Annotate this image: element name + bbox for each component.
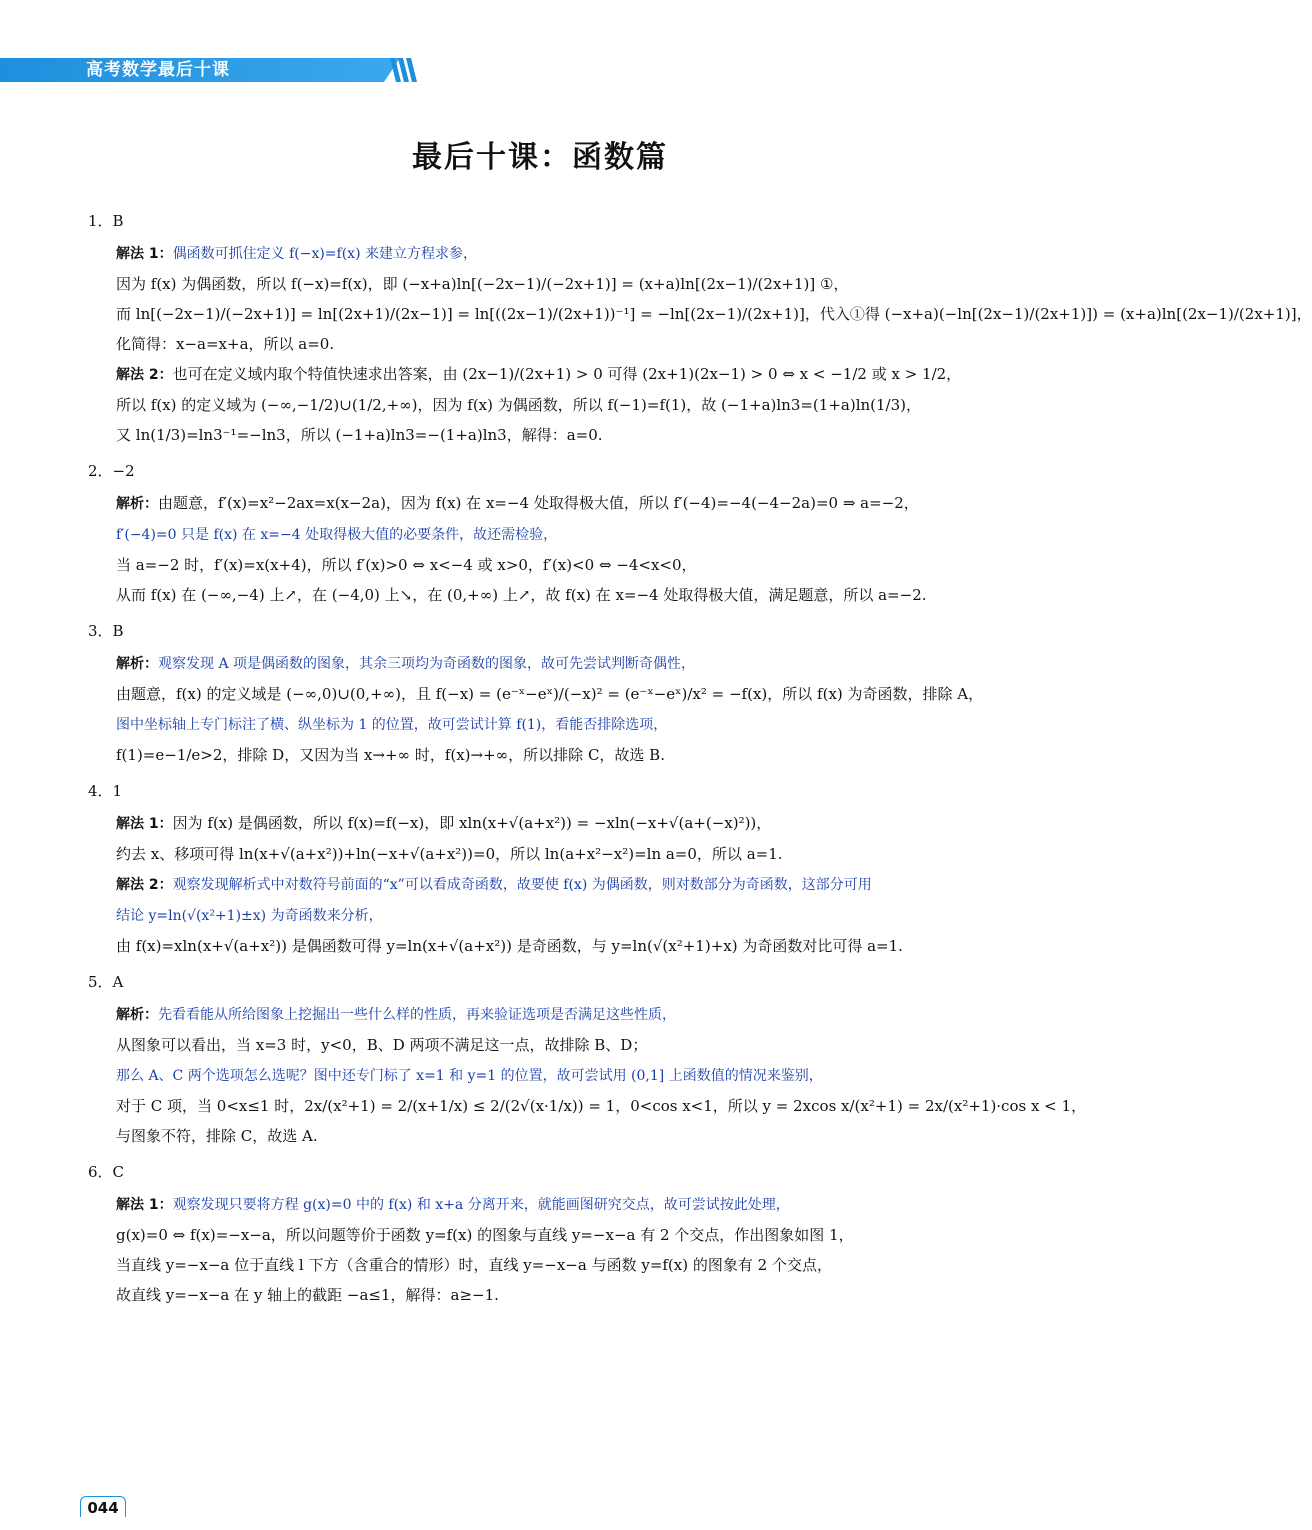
solution-line (116, 238, 1018, 269)
method-label: 解析： (116, 656, 158, 672)
problem-block (88, 460, 1018, 610)
solution-line (116, 1250, 1018, 1280)
solution-text: 由题意，f(x) 的定义域是 (−∞,0)∪(0,+∞)，且 f(−x) = (e⁻ˣ−eˣ)/(−x)² = (e⁻ˣ−eˣ)/x² = −f(x)，所以 f(x) 为奇函数，排除 A， (116, 685, 984, 703)
solution-line (116, 740, 1018, 770)
solution-text: 所以 f(x) 的定义域为 (−∞,−1/2)∪(1/2,+∞)，因为 f(x) 为偶函数，所以 f(−1)=f(1)，故 (−1+a)ln3=(1+a)ln(1/3)， (116, 396, 921, 414)
solution-text: 从图象可以看出，当 x=3 时，y<0，B、D 两项不满足这一点，故排除 B、D； (116, 1036, 648, 1054)
page-number: 044 (80, 1496, 126, 1517)
solution-text: 当 a=−2 时，f′(x)=x(x+4)，所以 f′(x)>0 ⇔ x<−4 或 x>0，f′(x)<0 ⇔ −4<x<0， (116, 556, 697, 574)
solution-text: 故直线 y=−x−a 在 y 轴上的截距 −a≤1，解得：a≥−1. (116, 1286, 499, 1304)
banner-slashes-icon (388, 58, 418, 82)
solution-text: 因为 f(x) 为偶函数，所以 f(−x)=f(x)，即 (−x+a)ln[(−2x−1)/(−2x+1)] = (x+a)ln[(2x−1)/(2x+1)] ①， (116, 275, 849, 293)
solution-text: 又 ln(1/3)=ln3⁻¹=−ln3，所以 (−1+a)ln3=−(1+a)ln3，解得：a=0. (116, 426, 603, 444)
solution-line (116, 329, 1018, 359)
solution-line (116, 709, 1018, 740)
method-label: 解法 1： (116, 816, 173, 832)
solution-text: 对于 C 项，当 0<x≤1 时，2x/(x²+1) = 2/(x+1/x) ≤ 2/(2√(x·1/x)) = 1，0<cos x<1，所以 y = 2xcos x/(x²+1) = 2x/(x²+1)·cos x < 1， (116, 1097, 1087, 1115)
solution-text: 那么 A、C 两个选项怎么选呢？图中还专门标了 x=1 和 y=1 的位置，故可尝试用 (0,1] 上函数值的情况来鉴别， (116, 1068, 823, 1084)
solution-text: 结论 y=ln(√(x²+1)±x) 为奇函数来分析， (116, 908, 383, 924)
answer-line: 2．−2 (88, 462, 135, 480)
solution-text: g(x)=0 ⇔ f(x)=−x−a，所以问题等价于函数 y=f(x) 的图象与直线 y=−x−a 有 2 个交点，作出图象如图 1， (116, 1226, 854, 1244)
solution-line (116, 390, 1018, 420)
answer-line: 4．1 (88, 782, 123, 800)
page-title: 最后十课：函数篇 (412, 140, 668, 175)
solution-line (116, 808, 1018, 839)
method-label: 解法 1： (116, 1197, 173, 1213)
method-label: 解法 1： (116, 246, 173, 262)
solution-line (116, 679, 1018, 709)
solutions-body (88, 200, 1312, 1310)
solution-text: 先看看能从所给图象上挖掘出一些什么样的性质，再来验证选项是否满足这些性质， (158, 1007, 676, 1023)
problem-block (88, 1161, 1018, 1310)
problem-block (88, 780, 1018, 961)
solution-line (116, 839, 1018, 869)
solution-text: f′(−4)=0 只是 f(x) 在 x=−4 处取得极大值的必要条件，故还需检验， (116, 527, 558, 543)
solution-text: 化简得：x−a=x+a，所以 a=0. (116, 335, 335, 353)
solution-line (116, 648, 1018, 679)
solution-text: 也可在定义域内取个特值快速求出答案，由 (2x−1)/(2x+1) > 0 可得 (2x+1)(2x−1) > 0 ⇔ x < −1/2 或 x > 1/2， (172, 365, 962, 383)
answer-line: 1．B (88, 212, 124, 230)
solution-line (116, 1280, 1018, 1310)
method-label: 解法 2： (116, 877, 173, 893)
solution-line (116, 1121, 1018, 1151)
solution-text: 由 f(x)=xln(x+√(a+x²)) 是偶函数可得 y=ln(x+√(a+x²)) 是奇函数，与 y=ln(√(x²+1)+x) 为奇函数对比可得 a=1. (116, 937, 903, 955)
solution-text: 约去 x、移项可得 ln(x+√(a+x²))+ln(−x+√(a+x²))=0，所以 ln(a+x²−x²)=ln a=0，所以 a=1. (116, 845, 783, 863)
solution-line (116, 269, 1018, 299)
solution-text: 图中坐标轴上专门标注了横、纵坐标为 1 的位置，故可尝试计算 f(1)，看能否排除选项， (116, 717, 668, 733)
problem-block (88, 971, 1087, 1151)
method-label: 解析： (116, 496, 158, 512)
solution-text: 观察发现解析式中对数符号前面的“x”可以看成奇函数，故要使 f(x) 为偶函数，则对数部分为奇函数，这部分可用 (172, 877, 872, 893)
solution-line (116, 1220, 1018, 1250)
solution-text: f(1)=e−1/e>2，排除 D，又因为当 x→+∞ 时，f(x)→+∞，所以排除 C，故选 B. (116, 746, 665, 764)
solution-text: 观察发现只要将方程 g(x)=0 中的 f(x) 和 x+a 分离开来，就能画图研究交点，故可尝试按此处理， (172, 1197, 790, 1213)
solution-line (116, 1189, 1018, 1220)
solution-line (116, 299, 1312, 329)
solution-line (116, 420, 1018, 450)
solution-line (116, 869, 1018, 900)
solution-line (116, 359, 1018, 390)
problem-block (88, 620, 1018, 770)
solution-line (116, 550, 1018, 580)
solution-line (116, 900, 1018, 931)
solution-text: 由题意，f′(x)=x²−2ax=x(x−2a)，因为 f(x) 在 x=−4 处取得极大值，所以 f′(−4)=−4(−4−2a)=0 ⇒ a=−2， (158, 494, 919, 512)
solution-line (116, 1091, 1087, 1121)
answer-line: 3．B (88, 622, 124, 640)
solution-text: 观察发现 A 项是偶函数的图象，其余三项均为奇函数的图象，故可先尝试判断奇偶性， (158, 656, 696, 672)
header-banner-text: 高考数学最后十课 (86, 60, 230, 80)
solution-line (116, 488, 1018, 519)
problem-block (88, 210, 1312, 450)
solution-line (116, 519, 1018, 550)
answer-line: 5．A (88, 973, 124, 991)
solution-text: 因为 f(x) 是偶函数，所以 f(x)=f(−x)，即 xln(x+√(a+x²)) = −xln(−x+√(a+(−x)²))， (172, 814, 772, 832)
solution-line (116, 1030, 1018, 1060)
answer-line: 6．C (88, 1163, 125, 1181)
solution-text: 偶函数可抓住定义 f(−x)=f(x) 来建立方程求参， (172, 246, 477, 262)
solution-line (116, 931, 1018, 961)
solution-text: 与图象不符，排除 C，故选 A. (116, 1127, 318, 1145)
method-label: 解析： (116, 1007, 158, 1023)
solution-line (116, 1060, 1018, 1091)
solution-text: 从而 f(x) 在 (−∞,−4) 上↗，在 (−4,0) 上↘，在 (0,+∞) 上↗，故 f(x) 在 x=−4 处取得极大值，满足题意，所以 a=−2. (116, 586, 927, 604)
solution-line (116, 999, 1018, 1030)
solution-line (116, 580, 1018, 610)
solution-text: 当直线 y=−x−a 位于直线 l 下方（含重合的情形）时，直线 y=−x−a 与函数 y=f(x) 的图象有 2 个交点， (116, 1256, 832, 1274)
method-label: 解法 2： (116, 367, 173, 383)
solution-text: 而 ln[(−2x−1)/(−2x+1)] = ln[(2x+1)/(2x−1)] = ln[((2x−1)/(2x+1))⁻¹] = −ln[(2x−1)/(2x+1)]，代入①得 (−x+a)(−ln[(2x−1)/(2x+1)]) = (x+a)ln[(2x−1)/(2x+1)]， (116, 305, 1312, 323)
